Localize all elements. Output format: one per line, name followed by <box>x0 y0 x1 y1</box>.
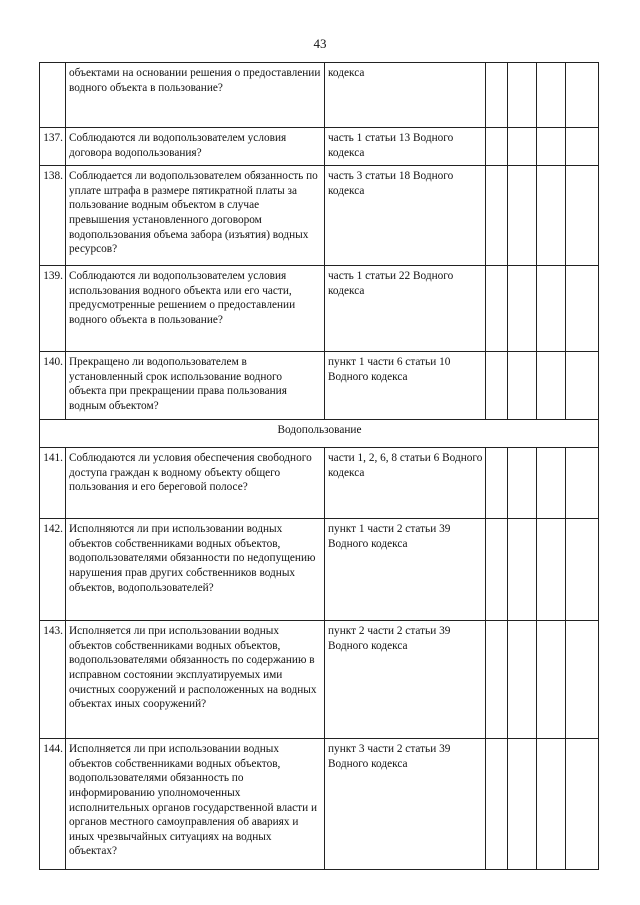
page-bottom-margin <box>0 895 640 905</box>
answer-cell[interactable] <box>566 448 599 519</box>
table-row <box>40 519 599 621</box>
answer-cell[interactable] <box>566 352 599 420</box>
question-text: Исполняется ли при использовании водных объектов собственниками водных объектов, водопользователями обязанность по содержанию в исправном состоянии эксплуатируемых ими очистных сооружений и расположенных на водных объектах иных сооружений? <box>66 621 325 739</box>
legal-reference: части 1, 2, 6, 8 статьи 6 Водного кодекса <box>325 448 486 519</box>
answer-cell[interactable] <box>566 739 599 870</box>
checklist-table <box>39 62 599 870</box>
answer-cell[interactable] <box>486 352 508 420</box>
answer-cell[interactable] <box>508 166 537 266</box>
answer-cell[interactable] <box>486 621 508 739</box>
answer-cell[interactable] <box>508 352 537 420</box>
table-row <box>40 63 599 128</box>
answer-cell[interactable] <box>537 352 566 420</box>
answer-cell[interactable] <box>537 63 566 128</box>
answer-cell[interactable] <box>537 266 566 352</box>
answer-cell[interactable] <box>486 63 508 128</box>
question-text: Соблюдаются ли водопользователем условия использования водного объекта или его части, предусмотренные решением о предоставлении водного объекта в пользование? <box>66 266 325 352</box>
question-text: Соблюдается ли водопользователем обязанность по уплате штрафа в размере пятикратной платы за пользование водным объектом в случае превышения установленного договором водопользования объема забора (изъятия) водных ресурсов? <box>66 166 325 266</box>
item-number: 141. <box>40 448 66 519</box>
legal-reference: пункт 1 части 2 статьи 39 Водного кодекса <box>325 519 486 621</box>
answer-cell[interactable] <box>486 739 508 870</box>
legal-reference: пункт 2 части 2 статьи 39 Водного кодекса <box>325 621 486 739</box>
answer-cell[interactable] <box>537 739 566 870</box>
answer-cell[interactable] <box>508 739 537 870</box>
answer-cell[interactable] <box>486 519 508 621</box>
section-row <box>40 420 599 448</box>
answer-cell[interactable] <box>537 128 566 166</box>
item-number: 139. <box>40 266 66 352</box>
item-number: 143. <box>40 621 66 739</box>
answer-cell[interactable] <box>486 266 508 352</box>
legal-reference: пункт 3 части 2 статьи 39 Водного кодекса <box>325 739 486 870</box>
item-number: 142. <box>40 519 66 621</box>
item-number <box>40 63 66 128</box>
answer-cell[interactable] <box>566 63 599 128</box>
legal-reference: часть 1 статьи 13 Водного кодекса <box>325 128 486 166</box>
table-row <box>40 448 599 519</box>
answer-cell[interactable] <box>566 128 599 166</box>
section-title: Водопользование <box>40 420 599 448</box>
answer-cell[interactable] <box>566 621 599 739</box>
legal-reference: кодекса <box>325 63 486 128</box>
question-text: Исполняется ли при использовании водных объектов собственниками водных объектов, водопользователями обязанность по информированию уполномоченных исполнительных органов государственной власти и органов местного самоуправления об авариях и иных чрезвычайных ситуациях на водных объектах? <box>66 739 325 870</box>
question-text: Исполняются ли при использовании водных объектов собственниками водных объектов, водопользователями обязанности по недопущению нарушения прав других собственников водных объектов, водопользователей? <box>66 519 325 621</box>
answer-cell[interactable] <box>508 266 537 352</box>
item-number: 140. <box>40 352 66 420</box>
answer-cell[interactable] <box>537 448 566 519</box>
answer-cell[interactable] <box>508 63 537 128</box>
question-text: Соблюдаются ли условия обеспечения свободного доступа граждан к водному объекту общего пользования и его береговой полосе? <box>66 448 325 519</box>
item-number: 144. <box>40 739 66 870</box>
question-text: Прекращено ли водопользователем в установленный срок использование водного объекта при прекращении права пользования водным объектом? <box>66 352 325 420</box>
answer-cell[interactable] <box>486 448 508 519</box>
table-row <box>40 266 599 352</box>
answer-cell[interactable] <box>566 519 599 621</box>
legal-reference: часть 1 статьи 22 Водного кодекса <box>325 266 486 352</box>
question-text: Соблюдаются ли водопользователем условия договора водопользования? <box>66 128 325 166</box>
answer-cell[interactable] <box>486 166 508 266</box>
answer-cell[interactable] <box>508 621 537 739</box>
answer-cell[interactable] <box>566 166 599 266</box>
answer-cell[interactable] <box>508 448 537 519</box>
table-row <box>40 128 599 166</box>
legal-reference: часть 3 статьи 18 Водного кодекса <box>325 166 486 266</box>
answer-cell[interactable] <box>508 519 537 621</box>
table-row <box>40 739 599 870</box>
page-number: 43 <box>313 36 327 51</box>
question-text: объектами на основании решения о предоставлении водного объекта в пользование? <box>66 63 325 128</box>
table-row <box>40 352 599 420</box>
answer-cell[interactable] <box>537 166 566 266</box>
table-row <box>40 621 599 739</box>
answer-cell[interactable] <box>508 128 537 166</box>
table-row <box>40 166 599 266</box>
answer-cell[interactable] <box>486 128 508 166</box>
item-number: 138. <box>40 166 66 266</box>
answer-cell[interactable] <box>566 266 599 352</box>
legal-reference: пункт 1 части 6 статьи 10 Водного кодекса <box>325 352 486 420</box>
answer-cell[interactable] <box>537 621 566 739</box>
item-number: 137. <box>40 128 66 166</box>
answer-cell[interactable] <box>537 519 566 621</box>
